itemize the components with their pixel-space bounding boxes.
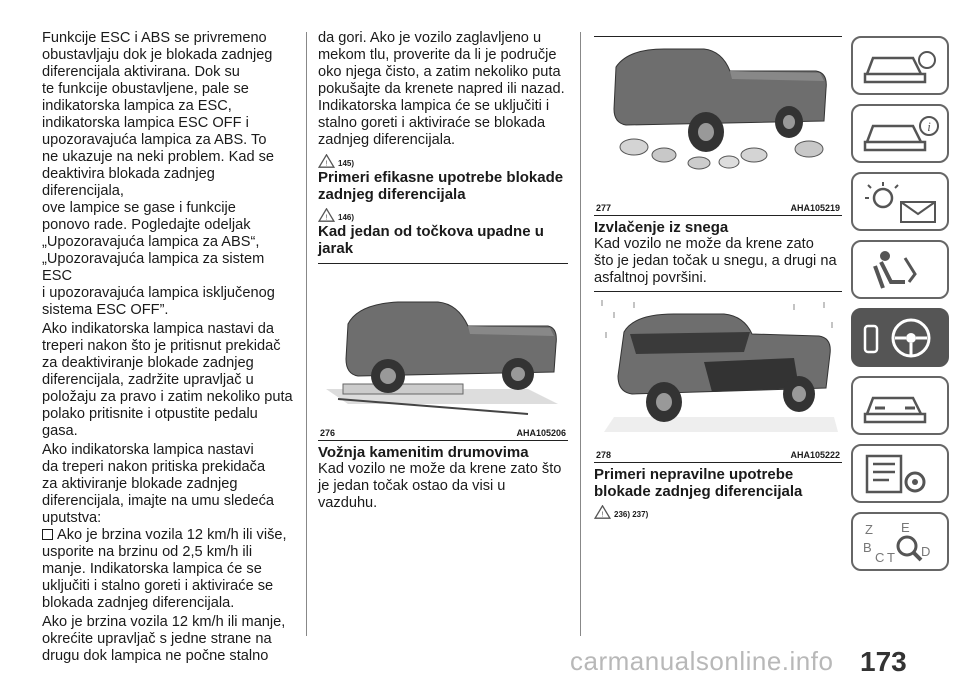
tab-maintenance[interactable]: [851, 444, 949, 503]
watermark: carmanualsonline.info: [570, 646, 834, 676]
section-heading: Primeri nepravilne upotrebe blokade zadnjeg diferencijala: [594, 466, 803, 500]
tab-warning-lights[interactable]: [851, 172, 949, 231]
figure-code: AHA105219: [790, 203, 840, 213]
page-number: 173: [860, 646, 907, 677]
column-middle: [318, 30, 568, 512]
svg-text:T: T: [887, 550, 895, 564]
warning-triangle-icon: [594, 505, 611, 519]
tab-safety[interactable]: [851, 240, 949, 299]
maintenance-list-gear-icon: [861, 452, 941, 496]
section-heading: Izvlačenje iz snega: [594, 219, 729, 236]
warning-triangle-icon: [318, 154, 335, 168]
tab-starting-driving[interactable]: [851, 308, 949, 367]
svg-text:!: !: [325, 158, 328, 168]
svg-text:E: E: [901, 520, 910, 535]
paragraph: da gori. Ako je vozilo zaglavljeno u mekom tlu, proverite da li je područje oko njega čisto, a zatim nekoliko puta pokušajte da krenete napred ili nazad. Indikatorska lampica će se uključiti i stalno goreti i aktiviraće se blokada zadnjeg diferencijala.: [318, 30, 565, 148]
column-divider: [306, 32, 307, 636]
figure-number: 277: [596, 203, 612, 213]
figure-code: AHA105222: [790, 450, 840, 460]
tab-car-info[interactable]: [851, 104, 949, 163]
tab-index[interactable]: [851, 512, 949, 571]
truck-rocks-illustration: [594, 37, 842, 199]
svg-text:C: C: [875, 550, 885, 564]
checkbox-bullet-icon: [42, 529, 53, 540]
column-divider: [580, 32, 581, 636]
car-dashboard-icon: [861, 44, 941, 88]
paragraph: Funkcije ESC i ABS se privremeno obustavljaju dok je blokada zadnjeg diferencijala aktivirana. Dok su te funkcije obustavljene, pale se indikatorska lampica za ESC, indikatorska lampica ESC OFF i upozoravajuća lampica za ABS. To ne ukazuje na neki problem. Kad se deaktivira blokada zadnjeg diferencijala, ove lampice se gase i funkcije ponovo rade. Pogledajte odeljak „Upozoravajuća lampica za ABS“, „Upozoravajuća lampica za sistem ESC i upozoravajuća lampica isključenog sistema ESC OFF”.: [42, 30, 275, 318]
svg-text:!: !: [601, 509, 604, 519]
column-left: [42, 30, 294, 665]
bullet-item: Ako je brzina vozila 12 km/h ili više,: [42, 527, 294, 544]
svg-text:i: i: [927, 119, 931, 134]
svg-text:!: !: [325, 212, 328, 222]
figure-277: [594, 36, 842, 216]
svg-text:D: D: [921, 544, 931, 559]
section-heading: Kad jedan od točkova upadne u jarak: [318, 223, 544, 257]
truck-snow-illustration: [594, 292, 842, 446]
key-steering-wheel-icon: [861, 316, 941, 360]
paragraph: Ako je brzina vozila 12 km/h ili manje, okrećite upravljač s jedne strane na drugu dok lampica ne počne stalno: [42, 614, 286, 664]
figure-number: 276: [320, 428, 336, 438]
paragraph: Ako indikatorska lampica nastavi da treperi nakon što je pritisnut prekidač za deaktiviranje blokade zadnjeg diferencijala, zadržite upravljač u položaju za pravo i zatim nekoliko puta polako pritisnite i otpustite pedalu gasa.: [42, 321, 293, 439]
car-info-icon: [861, 112, 941, 156]
paragraph: Kad vozilo ne može da krene zato što je jedan točak ostao da visi u vazduhu.: [318, 461, 562, 511]
warning-reference: ! 236) 237): [594, 502, 842, 519]
tab-car-dashboard[interactable]: [851, 36, 949, 95]
paragraph: usporite na brzinu od 2,5 km/h ili manje. Indikatorska lampica će se uključiti i stalno goreti i aktiviraće se blokada zadnjeg diferencijala.: [42, 544, 274, 611]
svg-text:Z: Z: [865, 522, 873, 537]
svg-text:B: B: [863, 540, 872, 555]
truck-ditch-illustration: [318, 264, 568, 424]
warning-light-message-icon: [861, 180, 941, 224]
column-right: [594, 30, 842, 520]
paragraph: Kad vozilo ne može da krene zato što je jedan točak u snegu, a drugi na asfaltnoj površini.: [594, 236, 837, 286]
airbag-seat-icon: [861, 248, 941, 292]
figure-number: 278: [596, 450, 612, 460]
section-heading: Primeri efikasne upotrebe blokade zadnjeg diferencijala: [318, 169, 564, 203]
paragraph: Ako indikatorska lampica nastavi da treperi nakon pritiska prekidača za aktiviranje blokade zadnjeg diferencijala, imajte na umu sledeća uputstva:: [42, 442, 275, 526]
warning-reference: ! 146): [318, 205, 568, 222]
car-breakdown-icon: [861, 384, 941, 428]
tab-emergency[interactable]: [851, 376, 949, 435]
warning-reference: ! 145): [318, 151, 568, 168]
warning-triangle-icon: [318, 208, 335, 222]
index-letters-icon: [861, 520, 941, 564]
figure-278: [594, 291, 842, 463]
figure-code: AHA105206: [516, 428, 566, 438]
section-heading: Vožnja kamenitim drumovima: [318, 444, 529, 461]
figure-276: [318, 263, 568, 441]
